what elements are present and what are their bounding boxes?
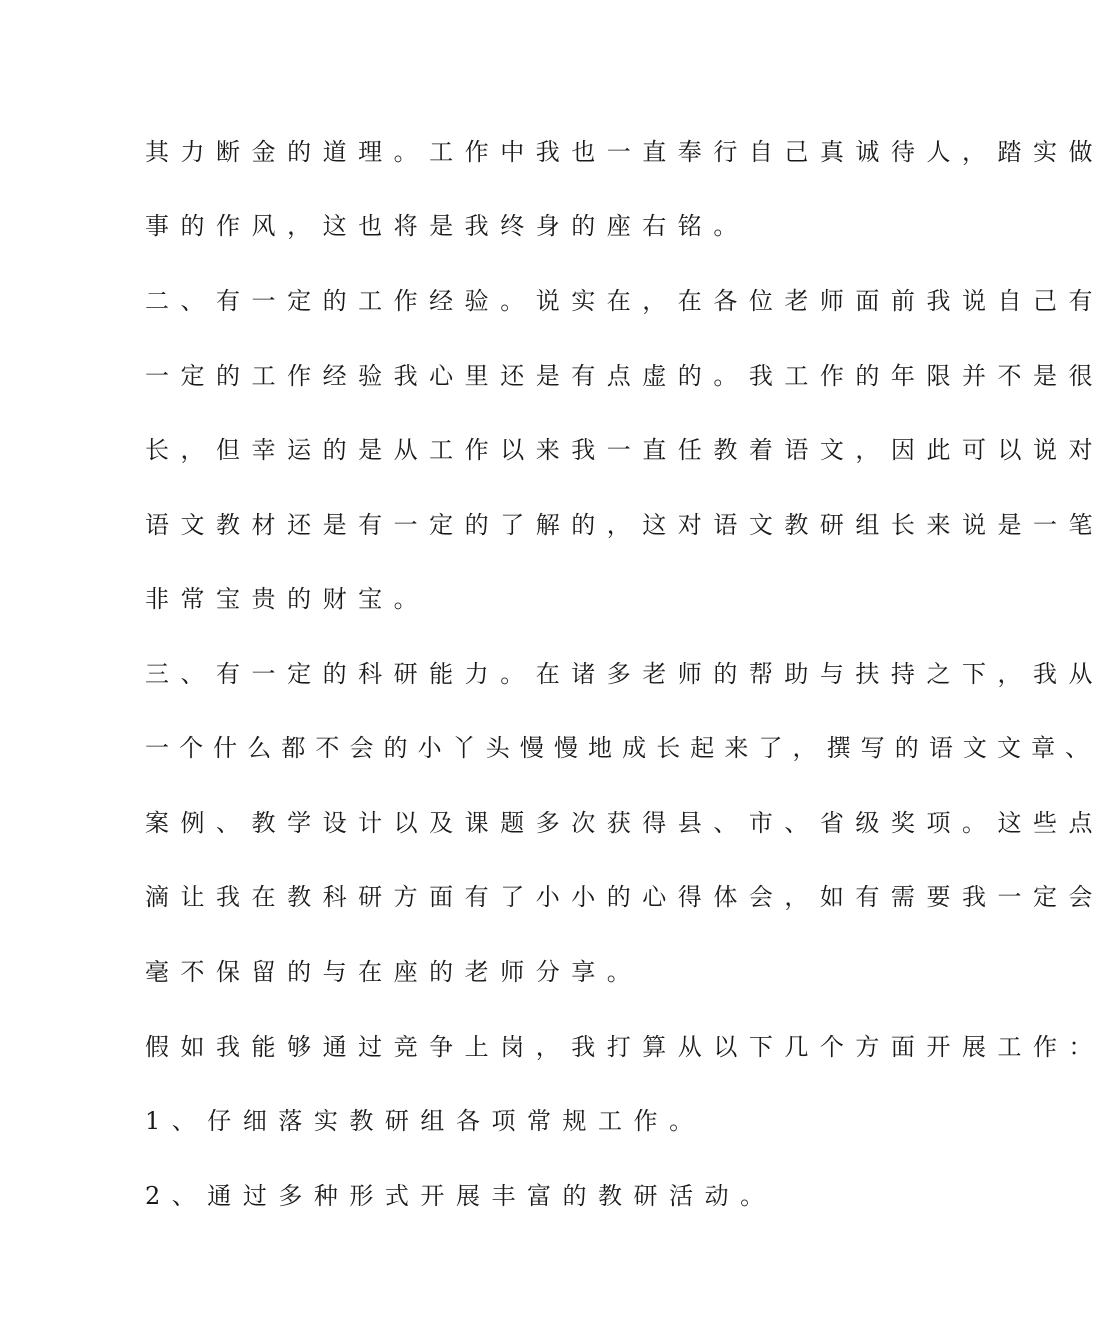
text-line: 非常宝贵的财宝。 [145,585,430,613]
text-line: 一定的工作经验我心里还是有点虚的。我工作的年限并不是很 [145,362,1104,390]
text-line: 其力断金的道理。工作中我也一直奉行自己真诚待人，踏实做 [145,138,1104,166]
text-line: 长，但幸运的是从工作以来我一直任教着语文，因此可以说对 [145,436,1104,464]
text-line: 一个什么都不会的小丫头慢慢地成长起来了，撰写的语文文章、 [145,734,1100,762]
text-line: 二、有一定的工作经验。说实在，在各位老师面前我说自己有 [145,287,1104,315]
text-line: 三、有一定的科研能力。在诸多老师的帮助与扶持之下，我从 [145,660,1104,688]
text-line: 毫不保留的与在座的老师分享。 [145,958,643,986]
text-line: 1、仔细落实教研组各项常规工作。 [145,1107,705,1135]
text-line: 滴让我在教科研方面有了小小的心得体会，如有需要我一定会 [145,883,1104,911]
text-line: 案例、教学设计以及课题多次获得县、市、省级奖项。这些点 [145,809,1104,837]
text-line: 语文教材还是有一定的了解的，这对语文教研组长来说是一笔 [145,511,1104,539]
text-line: 事的作风，这也将是我终身的座右铭。 [145,212,749,240]
text-line: 假如我能够通过竞争上岗，我打算从以下几个方面开展工作： [145,1033,1104,1061]
text-line: 2、通过多种形式开展丰富的教研活动。 [145,1182,776,1210]
